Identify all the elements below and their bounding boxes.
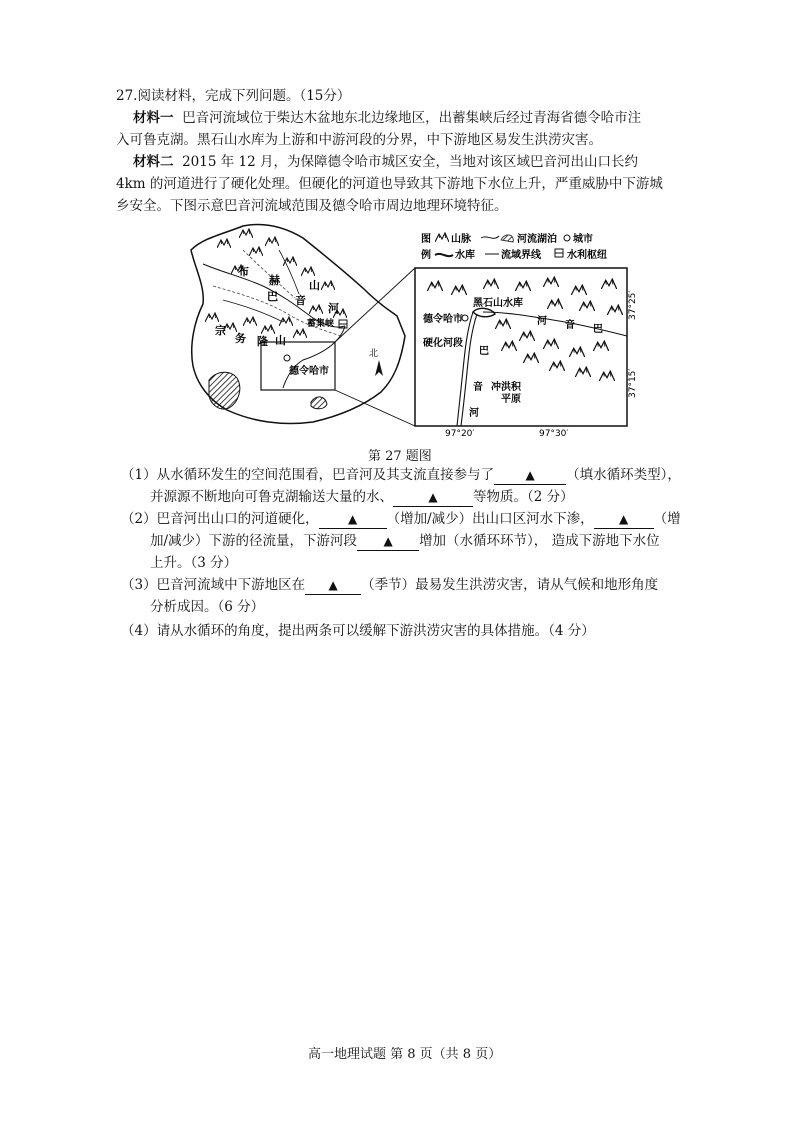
material1-line1 [133,109,641,127]
q2-line2 [150,532,660,551]
inset-label-yin-east: 音 [565,320,575,331]
inset-label-ba-south: 巴 [479,346,489,357]
q2-text-b: （增加/减少）出山口区河水下渗， [386,511,594,527]
q2-text-d: 加/减少）下游的径流量，下游河段 [150,533,358,549]
label-buha-3: 山 [309,279,320,292]
q1-blank-2[interactable] [393,488,473,507]
legend-reservoir: 水库 [455,250,475,261]
legend-reservoir-icon [435,254,453,256]
question-header: 27.阅读材料，完成下列问题。（15分） [116,88,351,104]
inset-label-plain-1: 冲洪积 [491,382,521,393]
inset-label-he-east: 河 [537,316,547,327]
q2-text-c: （增 [653,511,681,527]
label-river-ba: 巴 [267,290,278,303]
lake-south [311,397,327,409]
inset-label-city: 德令哈市 [423,314,463,325]
legend-boundary: 流域界线 [501,250,541,261]
q2-blank-2[interactable] [594,510,654,529]
q2-line3: 上升。（3 分） [150,555,238,571]
lat-south: 37°15′ [628,368,638,398]
q1-blank-1[interactable] [494,466,566,485]
legend-river-icon [481,236,499,238]
page-footer: 高一地理试题 第 8 页（共 8 页） [308,1047,502,1062]
label-buha-1: 布 [238,265,249,278]
q3-line1 [121,576,658,595]
material2-line2: 4km 的河道进行了硬化处理。但硬化的河道也导致其下游地下水位上升，严重威胁中下游城 [116,176,663,192]
q2-blank-3[interactable] [357,532,419,551]
q1-line2 [150,488,574,507]
bayin-river-lower [283,326,345,388]
label-zongwu-1: 宗 [215,324,226,337]
inset-label-yin-south: 音 [473,382,483,393]
figure-caption: 第 27 题图 [368,449,432,464]
blank-mark: ▲ [347,512,358,526]
inset-label-plain-2: 平原 [501,394,521,405]
blank-mark: ▲ [619,512,629,526]
blank-mark: ▲ [328,578,338,592]
q1-line1 [121,466,681,485]
material2-line3: 乡安全。下图示意巴音河流域范围及德令哈市周边地理环境特征。 [116,198,508,214]
q1-text-a: （1）从水循环发生的空间范围看，巴音河及其支流直接参与了 [121,467,495,483]
legend-mountain: 山脉 [451,234,471,245]
inset-label-reservoir: 黑石山水库 [473,298,523,309]
label-river-he: 河 [328,302,339,315]
lat-north: 37°25′ [628,290,638,320]
material1-line2: 入可鲁克湖。黑石山水库为上游和中游河段的分界，中下游地区易发生洪涝灾害。 [116,132,602,148]
label-gorge: 蓄集峡 [307,319,335,329]
label-city-left: 德令哈市 [289,366,329,377]
lon-east: 97°30′ [539,429,569,438]
material1-text1: 巴音河流域位于柴达木盆地东北边缘地区，出蓄集峡后经过青海省德令哈市注 [182,110,642,126]
q3-blank-1[interactable] [305,576,361,595]
q2-text-f: 造成下游地下水位 [551,533,660,549]
legend-title-1: 图 [421,234,431,245]
lake-west [209,372,240,409]
inset-label-ba-east: 巴 [593,324,603,335]
basin-map-figure [183,220,638,438]
q3-text-a: （3）巴音河流域中下游地区在 [121,577,306,593]
legend-city-icon [564,235,570,241]
label-buha-2: 赫 [269,274,280,287]
material2-text1: 2015 年 12 月，为保障德令哈市城区安全，当地对该区域巴音河出山口长约 [182,154,639,170]
legend-hub: 水利枢纽 [567,250,607,261]
label-zongwu-3: 隆 [257,335,268,348]
q2-text-e: 增加（水循环环节）， [419,533,548,549]
q4-line1: （4）请从水循环的角度，提出两条可以缓解下游洪涝灾害的具体措施。（4 分） [121,623,595,639]
blank-mark: ▲ [525,468,535,482]
legend-lake-icon [501,235,513,242]
basin-map [183,220,638,438]
q3-line2: 分析成因。（6 分） [150,599,265,615]
tributary [279,250,299,294]
q1-text-c: 并源源不断地向可鲁克湖输送大量的水、 [150,489,393,505]
q2-line1 [121,510,681,529]
q1-text-d: 等物质。（2 分） [473,489,574,505]
q1-text-b: （填水循环类型）， [566,467,681,483]
legend-city: 城市 [573,234,593,245]
inset-label-hardened: 硬化河段 [423,338,463,349]
material1-label: 材料一 [133,110,174,126]
inset-label-he-south: 河 [469,408,479,419]
legend-title-2: 例 [421,250,431,261]
material2-line1 [133,153,638,171]
north-label: 北 [369,349,379,359]
label-zongwu-4: 山 [275,334,286,347]
lon-west: 97°20′ [445,429,475,438]
label-river-yin: 音 [295,294,306,307]
blank-mark: ▲ [383,534,393,548]
label-zongwu-2: 务 [235,332,246,345]
material2-label: 材料二 [133,154,174,170]
north-arrow-icon [375,360,383,376]
legend-lake: 河流湖泊 [517,234,557,245]
legend-mountain-icon [435,233,449,242]
inset-river-east [483,312,627,336]
q2-blank-1[interactable] [319,510,387,529]
blank-mark: ▲ [428,490,438,504]
q3-text-b: （季节）最易发生洪涝灾害，请从气候和地形角度 [361,577,659,593]
q2-text-a: （2）巴音河出山口的河道硬化， [121,511,319,527]
city-icon [284,355,290,361]
